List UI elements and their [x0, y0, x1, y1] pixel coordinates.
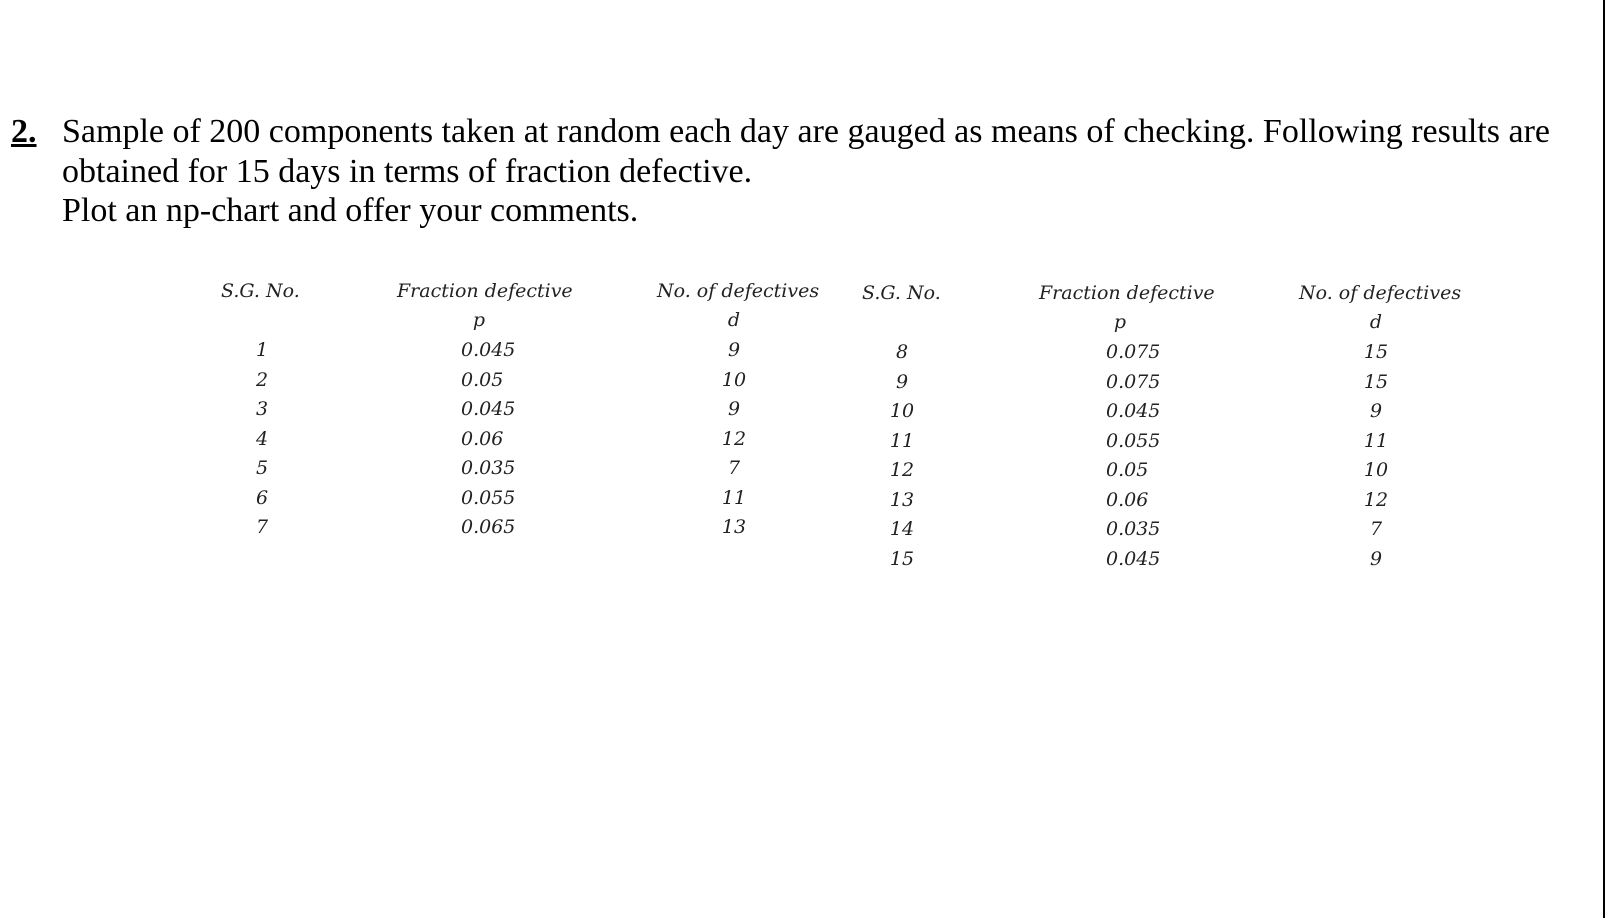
right-symbol-d: d — [1369, 311, 1383, 333]
right-cell-fraction: 0.045 — [1106, 547, 1161, 570]
page-right-border — [1603, 0, 1605, 918]
right-cell-fraction: 0.06 — [1106, 488, 1149, 511]
left-cell-fraction: 0.045 — [461, 398, 516, 420]
right-cell-sg-no: 12 — [889, 459, 915, 481]
left-cell-sg-no: 4 — [255, 427, 269, 450]
right-cell-fraction: 0.045 — [1106, 400, 1161, 422]
left-cell-defectives: 9 — [727, 398, 741, 420]
right-cell-sg-no: 14 — [889, 518, 915, 540]
right-cell-defectives: 12 — [1363, 488, 1389, 511]
right-cell-fraction: 0.05 — [1106, 459, 1149, 481]
question-line-3: Plot an np-chart and offer your comments. — [62, 192, 639, 229]
left-cell-defectives: 7 — [727, 457, 741, 479]
left-header-sg-no: S.G. No. — [221, 280, 300, 302]
question-number: 2. — [11, 113, 37, 150]
right-cell-defectives: 11 — [1363, 429, 1389, 452]
left-cell-defectives: 12 — [721, 427, 747, 450]
left-cell-fraction: 0.035 — [461, 457, 516, 479]
left-cell-sg-no: 1 — [255, 339, 269, 361]
left-cell-defectives: 10 — [721, 368, 747, 391]
left-cell-fraction: 0.055 — [461, 486, 516, 509]
left-symbol-d: d — [727, 309, 741, 331]
left-cell-defectives: 9 — [727, 339, 741, 361]
right-cell-sg-no: 8 — [895, 341, 909, 363]
right-cell-sg-no: 10 — [889, 400, 915, 422]
right-cell-defectives: 9 — [1369, 547, 1383, 570]
right-cell-fraction: 0.075 — [1106, 370, 1161, 393]
left-cell-sg-no: 5 — [255, 457, 269, 479]
left-cell-fraction: 0.065 — [461, 516, 516, 538]
right-header-fraction-defective: Fraction defective — [1039, 282, 1215, 304]
right-cell-sg-no: 9 — [895, 370, 909, 393]
left-header-no-of-defectives: No. of defectives — [657, 280, 820, 302]
left-cell-fraction: 0.045 — [461, 339, 516, 361]
left-cell-sg-no: 6 — [255, 486, 269, 509]
left-header-fraction-defective: Fraction defective — [397, 280, 573, 302]
left-cell-fraction: 0.05 — [461, 368, 504, 391]
left-symbol-p: p — [472, 309, 486, 331]
right-cell-fraction: 0.055 — [1106, 429, 1161, 452]
left-cell-sg-no: 3 — [255, 398, 269, 420]
left-cell-sg-no: 7 — [255, 516, 269, 538]
right-cell-defectives: 7 — [1369, 518, 1383, 540]
question-line-1: Sample of 200 components taken at random each day are gauged as means of checking. Following results are — [62, 113, 1550, 150]
right-cell-defectives: 15 — [1363, 370, 1389, 393]
left-cell-defectives: 11 — [721, 486, 747, 509]
left-cell-fraction: 0.06 — [461, 427, 504, 450]
right-header-sg-no: S.G. No. — [862, 282, 941, 304]
right-symbol-p: p — [1113, 311, 1127, 333]
right-cell-sg-no: 11 — [889, 429, 915, 452]
question-line-2: obtained for 15 days in terms of fraction defective. — [62, 153, 753, 190]
right-cell-fraction: 0.075 — [1106, 341, 1161, 363]
right-cell-fraction: 0.035 — [1106, 518, 1161, 540]
right-cell-sg-no: 13 — [889, 488, 915, 511]
right-cell-defectives: 9 — [1369, 400, 1383, 422]
right-cell-defectives: 10 — [1363, 459, 1389, 481]
left-cell-sg-no: 2 — [255, 368, 269, 391]
right-cell-sg-no: 15 — [889, 547, 915, 570]
right-header-no-of-defectives: No. of defectives — [1299, 282, 1462, 304]
right-cell-defectives: 15 — [1363, 341, 1389, 363]
left-cell-defectives: 13 — [721, 516, 747, 538]
